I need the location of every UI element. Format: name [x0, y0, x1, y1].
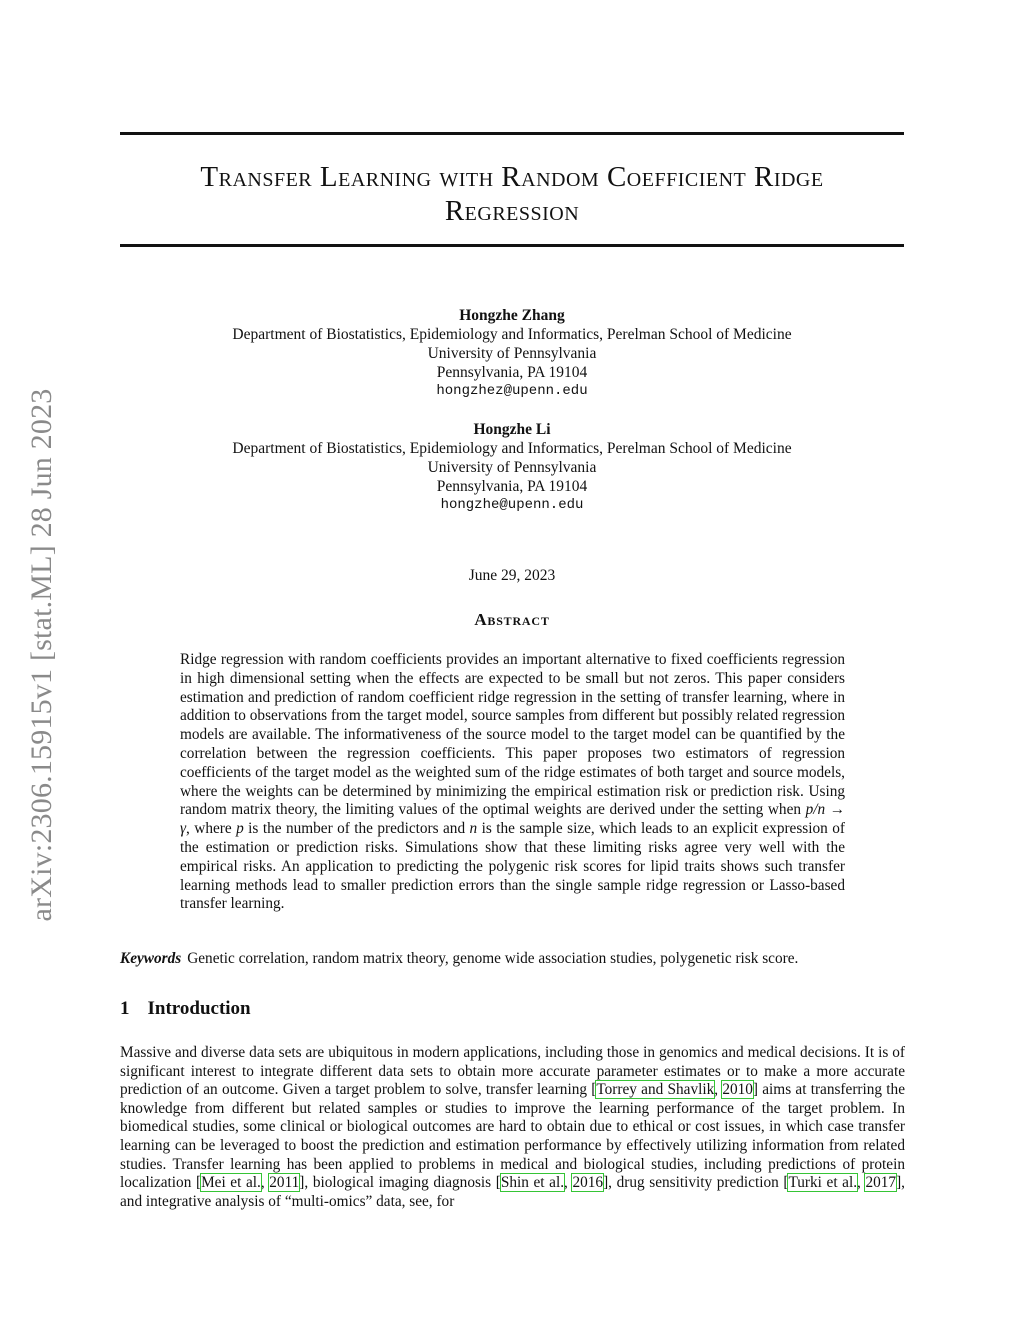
- author-block-1: [120, 306, 904, 401]
- title-top-rule: [120, 132, 904, 135]
- intro-text-part: ] aims at transferring the knowledge from different but related samples or studies to improve the learning performance of the target problem. In biomedical studies, some clinical or biological outcomes are hard to obtain due to ethical or cost issues, in which case transfer learning can be leveraged to boost the prediction and estimation performance by effectively utilizing information from related studies. Transfer learning has been applied to problems in medical and biological studies, including predictions of protein localization [: [120, 1081, 905, 1192]
- citation-link[interactable]: 2011: [269, 1174, 300, 1192]
- abstract-text-part: Ridge regression with random coefficients provides an important alternative to fixed coefficients regression in high dimensional setting when the effects are expected to be small but not zeros. This paper considers estimation and prediction of random coefficient ridge regression in the setting of transfer learning, where in addition to observations from the target model, source samples from different but possibly related regression models are available. The informativeness of the source model to the target model can be quantified by the correlation between the regression coefficients. This paper proposes two estimators of regression coefficients of the target model as the weighted sum of the ridge estimates of both target and source models, where the weights can be determined by minimizing the empirical estimation risk or prediction risk. Using random matrix theory, the limiting values of the optimal weights are derived under the setting when: [180, 651, 845, 819]
- abstract-heading: Abstract: [474, 610, 550, 629]
- author-department: Department of Biostatistics, Epidemiology and Informatics, Perelman School of Medicine: [232, 326, 792, 343]
- citation-link[interactable]: Shin et al.: [500, 1174, 565, 1192]
- citation-link[interactable]: Torrey and Shavlik: [596, 1081, 715, 1099]
- intro-text-part: ], biological imaging diagnosis [: [299, 1174, 501, 1192]
- paper-title: [120, 160, 904, 228]
- author-email[interactable]: hongzhez@upenn.edu: [436, 383, 588, 399]
- author-name: Hongzhe Zhang: [459, 307, 565, 324]
- author-email[interactable]: hongzhe@upenn.edu: [440, 497, 584, 513]
- title-line-2: Regression: [444, 195, 580, 227]
- keywords-line: [120, 949, 904, 968]
- author-address: Pennsylvania, PA 19104: [436, 478, 588, 495]
- author-name: Hongzhe Li: [473, 421, 551, 438]
- intro-text-part: ,: [714, 1081, 723, 1099]
- section-number: 1: [120, 998, 130, 1019]
- intro-text-part: ,: [857, 1174, 866, 1192]
- section-heading-introduction: [120, 998, 904, 1020]
- abstract-text-part: , where: [186, 820, 237, 838]
- intro-text-part: ], drug sensitivity prediction [: [603, 1174, 789, 1192]
- citation-link[interactable]: 2010: [722, 1081, 753, 1099]
- author-department: Department of Biostatistics, Epidemiology and Informatics, Perelman School of Medicine: [232, 440, 792, 457]
- author-university: University of Pennsylvania: [427, 345, 597, 362]
- title-line-1: Transfer Learning with Random Coefficient Ridge: [200, 161, 824, 193]
- publication-date: June 29, 2023: [468, 567, 556, 584]
- intro-text-part: ,: [260, 1174, 270, 1192]
- citation-link[interactable]: Turki et al.: [788, 1174, 858, 1192]
- section-title: Introduction: [147, 998, 251, 1019]
- math-expression: n: [469, 820, 478, 838]
- intro-text-part: ], and integrative analysis of “multi-omics” data, see, for: [120, 1174, 905, 1210]
- keywords-text: Genetic correlation, random matrix theory, genome wide association studies, polygenetic risk score.: [187, 950, 799, 967]
- author-list: [120, 306, 904, 534]
- math-expression: p: [236, 820, 244, 838]
- author-university: University of Pennsylvania: [427, 459, 597, 476]
- intro-text-part: ,: [564, 1174, 573, 1192]
- math-expression: p/n → γ: [180, 801, 846, 838]
- abstract-text: [180, 651, 845, 914]
- introduction-paragraph: [120, 1044, 905, 1211]
- author-block-2: [120, 420, 904, 515]
- author-address: Pennsylvania, PA 19104: [436, 364, 588, 381]
- abstract-text-part: is the number of the predictors and: [243, 820, 470, 838]
- title-bottom-rule: [120, 244, 904, 247]
- citation-link[interactable]: Mei et al.: [201, 1174, 261, 1192]
- intro-text-part: Massive and diverse data sets are ubiquitous in modern applications, including those in genomics and medical decisions. It is of significant interest to integrate different data sets to obtain more accurate parameter estimates or to make a more accurate prediction of an outcome. Given a target problem to solve, transfer learning [: [120, 1044, 905, 1099]
- keywords-label: Keywords: [120, 950, 182, 967]
- citation-link[interactable]: 2016: [572, 1174, 604, 1192]
- citation-link[interactable]: 2017: [865, 1174, 897, 1192]
- abstract-text-part: is the sample size, which leads to an explicit expression of the estimation or prediction risks. Simulations show that these limiting risks agree very well with the empirical risks. An application to predicting the polygenic risk scores for lipid traits shows such transfer learning methods lead to smaller prediction errors than the single sample ridge regression or Lasso-based transfer learning.: [180, 820, 845, 913]
- arxiv-identifier-stamp: arXiv:2306.15915v1 [stat.ML] 28 Jun 2023: [25, 388, 58, 922]
